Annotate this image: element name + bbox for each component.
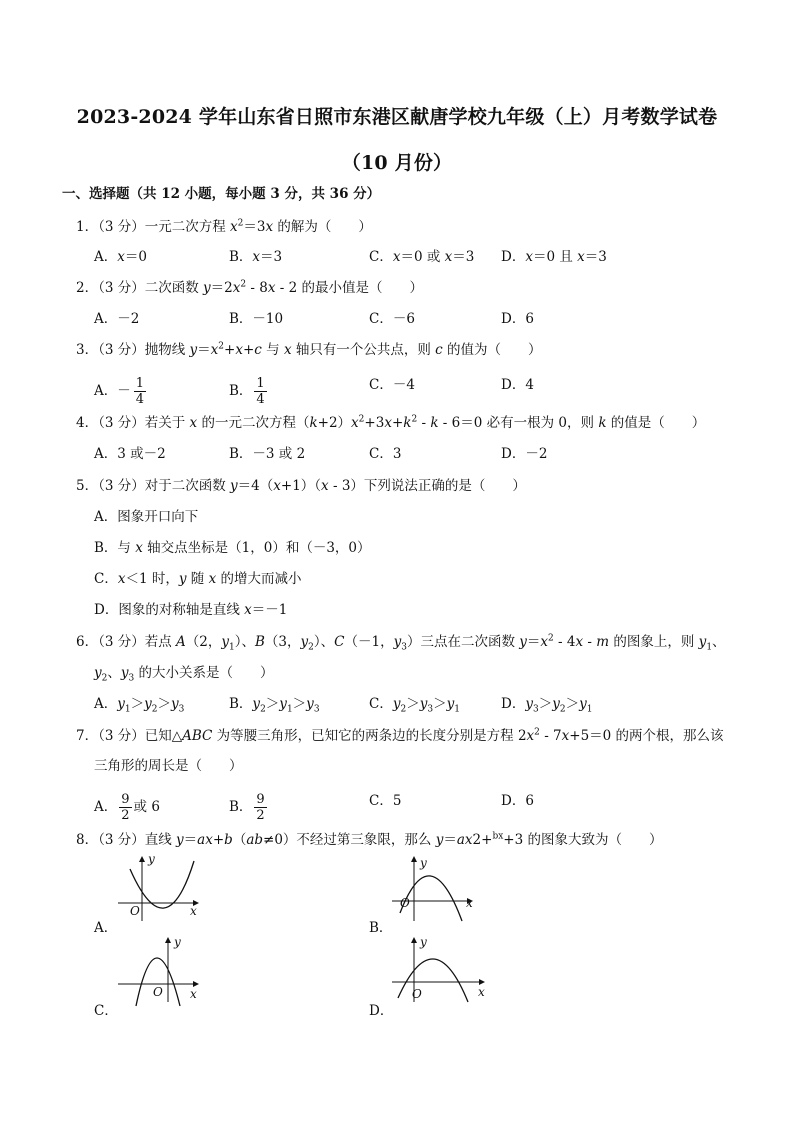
q3-option-a: A．－ $\frac{1}{4}$ bbox=[94, 376, 145, 407]
question-8: 8．（3 分）直线 y＝ax+b（ab≠0）不经过第三象限，那么 y＝ax2+$^{bx}$+3 的图象大致为（ ） bbox=[76, 831, 663, 848]
q1-option-a: A．x＝0 bbox=[94, 249, 147, 265]
q1-option-b: B．x＝3 bbox=[229, 249, 283, 265]
q3-option-b: B． $\frac{1}{4}$ bbox=[229, 376, 265, 407]
question-3: 3．（3 分）抛物线 $y=x^2+x+c$ 与 x 轴只有一个公共点，则 c 的值为（ ） bbox=[76, 341, 542, 358]
x-label: x bbox=[190, 987, 197, 1001]
y-label: y bbox=[148, 852, 155, 866]
q2-option-d: D．6 bbox=[501, 311, 534, 327]
q4-option-a: A．3 或－2 bbox=[94, 446, 166, 462]
q6-option-b: B．$y_2>y_1>y_3$ bbox=[229, 696, 320, 715]
q2-option-a: A．－2 bbox=[94, 311, 140, 327]
question-1: 1．（3 分）一元二次方程 $x^2=3x$ 的解为（ ） bbox=[76, 218, 372, 235]
q5-option-a: A．图象开口向下 bbox=[94, 509, 199, 525]
q8-option-c: C． bbox=[94, 1003, 118, 1019]
q7-option-b: B． $\frac{9}{2}$ bbox=[229, 792, 265, 823]
question-6: 6．（3 分）若点 A（2，$y_1$）、B（3，$y_2$）、C（－1，$y_3$）三点在二次函数 $y=x^2 - 4x - m$ 的图象上，则 $y_1$、 bbox=[76, 633, 726, 653]
q7-option-a: A． $\frac{9}{2}$ 或 6 bbox=[94, 792, 160, 823]
q1-option-d: D．x＝0 且 x＝3 bbox=[501, 249, 607, 265]
q6-option-d: D．$y_3>y_2>y_1$ bbox=[501, 696, 593, 715]
y-label: y bbox=[420, 935, 427, 949]
q5-option-b: B．与 x 轴交点坐标是（1，0）和（－3，0） bbox=[94, 540, 371, 556]
q7-option-d: D．6 bbox=[501, 793, 534, 809]
fraction: $\frac{9}{2}$ bbox=[256, 792, 265, 823]
q5-option-d: D．图象的对称轴是直线 x＝－1 bbox=[94, 602, 288, 618]
question-4: 4．（3 分）若关于 x 的一元二次方程$(k+2)x^2+3x+k^2 - k - 6=0$ 必有一根为 0，则 k 的值是（ ） bbox=[76, 414, 706, 431]
question-5: 5．（3 分）对于二次函数 y＝4（x+1）（x - 3）下列说法正确的是（ ） bbox=[76, 478, 526, 494]
parabola-curve bbox=[398, 959, 468, 1002]
q8-graph-a bbox=[118, 852, 208, 925]
x-label: x bbox=[466, 896, 473, 910]
q6-option-c: C．$y_2>y_3>y_1$ bbox=[369, 696, 460, 715]
question-2: 2．（3 分）二次函数 $y=2x^2 - 8x - 2$ 的最小值是（ ） bbox=[76, 279, 424, 296]
q8-graph-c bbox=[118, 936, 208, 1006]
y-label: y bbox=[420, 856, 427, 870]
q1-option-c: C．x＝0 或 x＝3 bbox=[369, 249, 475, 265]
q8-option-a: A． bbox=[94, 920, 118, 936]
q8-option-b: B． bbox=[369, 920, 393, 936]
q8-option-d: D． bbox=[369, 1003, 394, 1019]
q4-option-c: C．3 bbox=[369, 446, 402, 462]
x-label: x bbox=[190, 904, 197, 918]
q8-graph-d bbox=[392, 936, 492, 1006]
section-heading: 一、选择题（共 12 小题，每小题 3 分，共 36 分） bbox=[62, 186, 381, 202]
q4-option-b: B．－3 或 2 bbox=[229, 446, 306, 462]
q8-graph-b bbox=[392, 855, 482, 925]
question-7-line-2: 三角形的周长是（ ） bbox=[94, 758, 243, 774]
exam-subtitle: （10 月份） bbox=[341, 152, 453, 174]
origin-label: O bbox=[130, 904, 140, 918]
fraction: $\frac{9}{2}$ bbox=[121, 792, 130, 823]
origin-label: O bbox=[412, 987, 422, 1001]
q2-option-c: C．－6 bbox=[369, 311, 415, 327]
x-label: x bbox=[478, 985, 485, 999]
q4-option-d: D．－2 bbox=[501, 446, 548, 462]
q5-option-c: C．x＜1 时，y 随 x 的增大而减小 bbox=[94, 571, 302, 587]
question-7: 7．（3 分）已知△ABC 为等腰三角形，已知它的两条边的长度分别是方程 $2x^2 - 7x+5=0$ 的两个根，那么该 bbox=[76, 727, 724, 744]
origin-label: O bbox=[153, 985, 163, 999]
fraction: $\frac{1}{4}$ bbox=[256, 376, 265, 407]
fraction: $\frac{1}{4}$ bbox=[135, 376, 145, 407]
parabola-curve bbox=[130, 861, 194, 908]
q7-option-c: C．5 bbox=[369, 793, 402, 809]
origin-label: O bbox=[400, 896, 410, 910]
q6-option-a: A．$y_1>y_2>y_3$ bbox=[94, 696, 185, 715]
q2-option-b: B．－10 bbox=[229, 311, 284, 327]
question-6-line-2: $y_2$、$y_3$ 的大小关系是（ ） bbox=[94, 665, 274, 684]
exam-title: 2023-2024 学年山东省日照市东港区献唐学校九年级（上）月考数学试卷 bbox=[76, 106, 718, 128]
y-label: y bbox=[174, 935, 181, 949]
q3-option-c: C．－4 bbox=[369, 377, 415, 393]
q3-option-d: D．4 bbox=[501, 377, 534, 393]
